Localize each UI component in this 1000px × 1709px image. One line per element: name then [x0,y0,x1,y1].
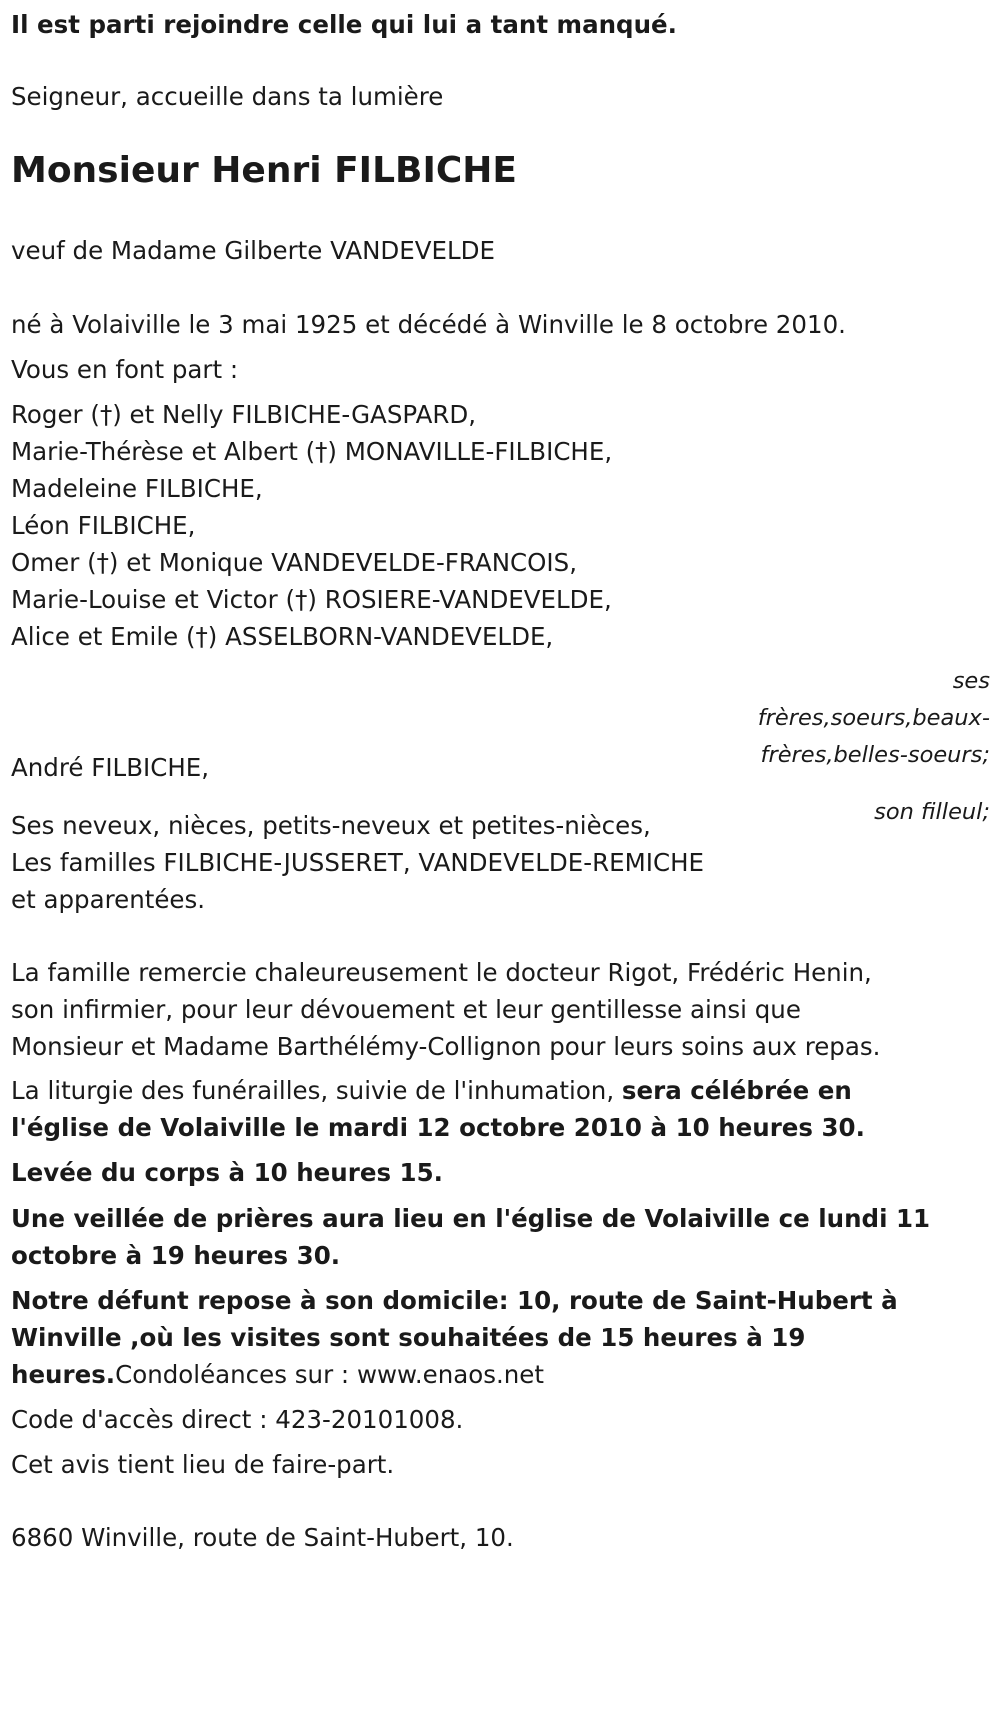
siblings-role: ses [952,667,990,694]
sibling-line: Madeleine FILBICHE, [11,474,263,503]
relatives-line: Ses neveux, nièces, petits-neveux et petites-nièces, [11,811,651,840]
sibling-line: Marie-Louise et Victor (†) ROSIERE-VANDEVELDE, [11,585,612,614]
godson-line: André FILBICHE, [11,753,210,782]
liturgy-line-bold: l'église de Volaiville le mardi 12 octobre 2010 à 10 heures 30. [11,1113,865,1142]
sibling-line: Roger (†) et Nelly FILBICHE-GASPARD, [11,400,477,429]
vigil-line: Une veillée de prières aura lieu en l'église de Volaiville ce lundi 11 [11,1204,931,1233]
rest-line: Notre défunt repose à son domicile: 10, route de Saint-Hubert à [11,1286,898,1315]
relatives-line: et apparentées. [11,885,206,914]
intro-line: Il est parti rejoindre celle qui lui a tant manqué. [11,10,677,39]
sibling-line: Alice et Emile (†) ASSELBORN-VANDEVELDE, [11,622,554,651]
siblings-role: frères,soeurs,beaux- [757,704,990,731]
sibling-line: Marie-Thérèse et Albert (†) MONAVILLE-FILBICHE, [11,437,613,466]
notice-line: Cet avis tient lieu de faire-part. [11,1450,395,1479]
address-line: 6860 Winville, route de Saint-Hubert, 10. [11,1523,514,1552]
rest-end: heures. [11,1360,116,1389]
sibling-line: Léon FILBICHE, [11,511,196,540]
access-code-line: Code d'accès direct : 423-20101008. [11,1405,464,1434]
deceased-name: Monsieur Henri FILBICHE [11,150,517,191]
levee-line: Levée du corps à 10 heures 15. [11,1158,443,1187]
thanks-line: son infirmier, pour leur dévouement et leur gentillesse ainsi que [11,995,801,1024]
widower-line: veuf de Madame Gilberte VANDEVELDE [11,236,495,265]
rest-line: Winville ,où les visites sont souhaitées de 15 heures à 19 [11,1323,806,1352]
birth-death-line: né à Volaiville le 3 mai 1925 et décédé à Winville le 8 octobre 2010. [11,310,846,339]
thanks-line: Monsieur et Madame Barthélémy-Collignon pour leurs soins aux repas. [11,1032,881,1061]
vigil-line: octobre à 19 heures 30. [11,1241,341,1270]
relatives-line: Les familles FILBICHE-JUSSERET, VANDEVELDE-REMICHE [11,848,704,877]
godson-role: son filleul; [874,798,990,825]
announce-line: Vous en font part : [11,355,239,384]
sibling-line: Omer (†) et Monique VANDEVELDE-FRANCOIS, [11,548,577,577]
liturgy-bold: sera célébrée en [621,1076,852,1105]
rest-condolences-line [11,1355,544,1395]
prayer-line: Seigneur, accueille dans ta lumière [11,82,444,111]
thanks-line: La famille remercie chaleureusement le docteur Rigot, Frédéric Henin, [11,958,872,987]
liturgy-line [11,1071,852,1111]
liturgy-plain: La liturgie des funérailles, suivie de l'inhumation, [11,1076,622,1105]
condolences-text: Condoléances sur : www.enaos.net [115,1360,544,1389]
siblings-role: frères,belles-soeurs; [760,741,990,768]
